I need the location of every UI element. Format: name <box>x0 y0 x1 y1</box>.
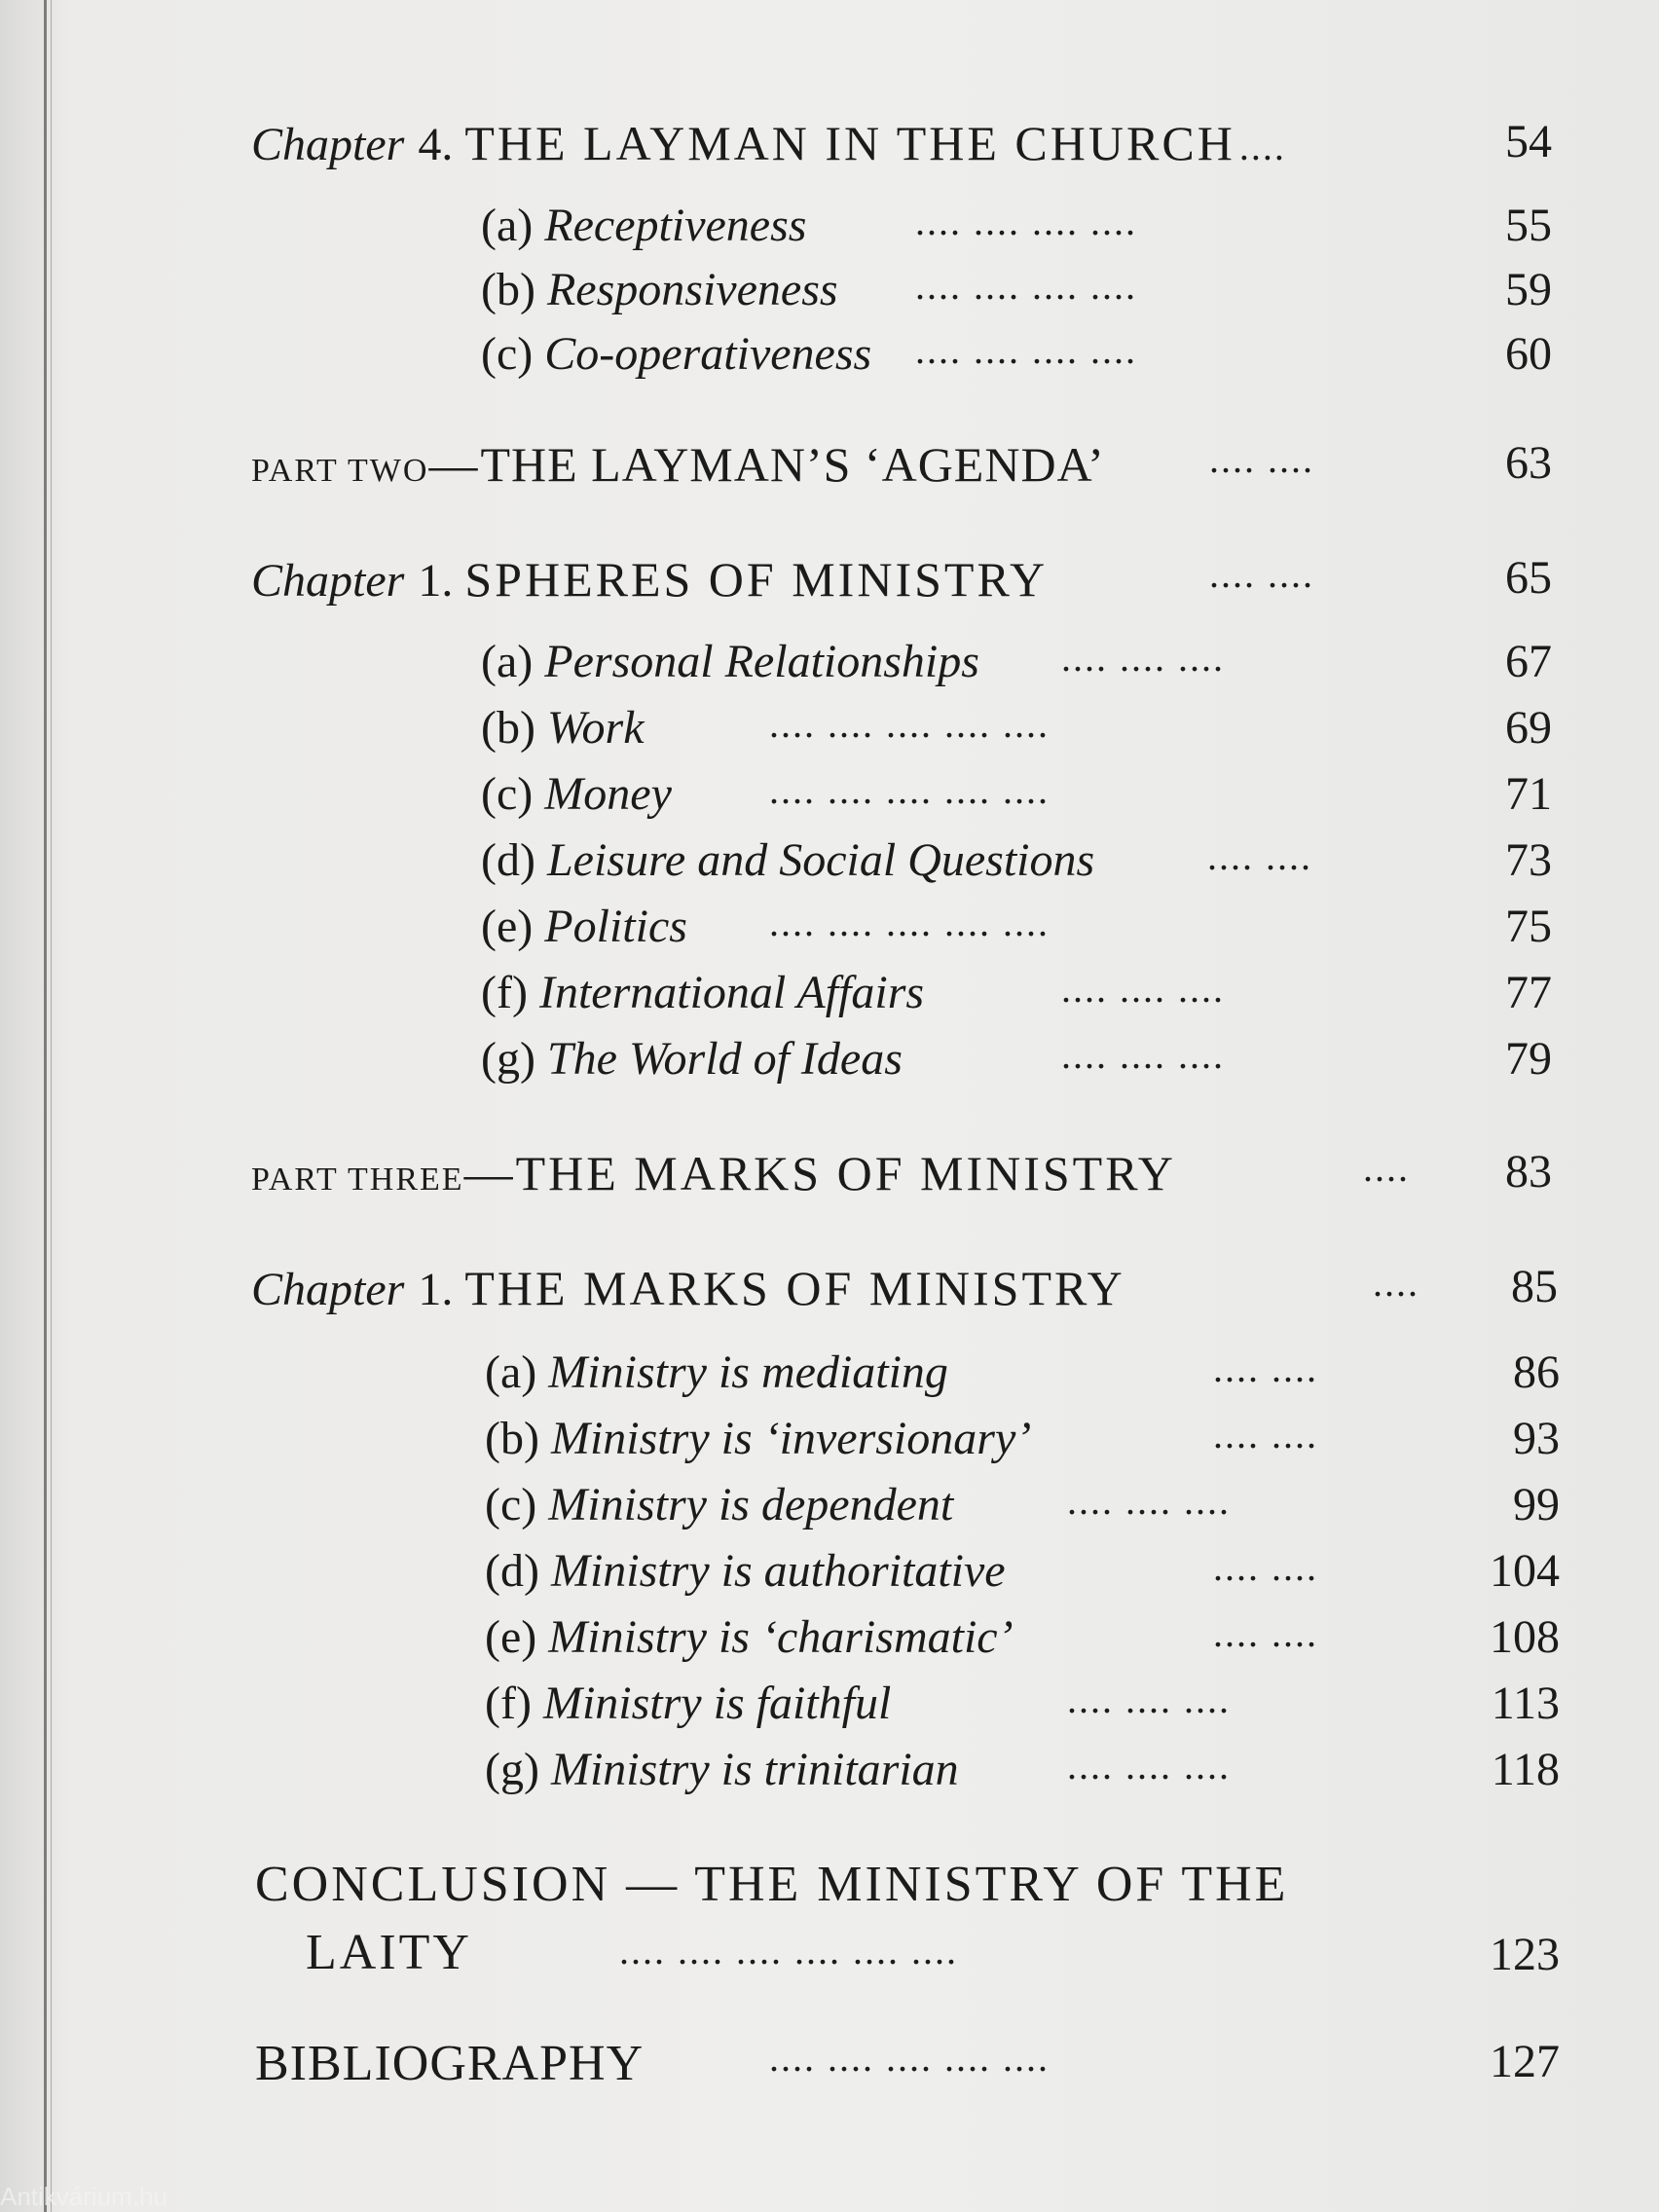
conclusion-title-line1: CONCLUSION — THE MINISTRY OF THE <box>255 1857 1289 1912</box>
leader-dots: .... .... <box>1213 1611 1318 1655</box>
toc-subentry <box>481 701 1552 763</box>
leader-dots: .... .... <box>1213 1413 1318 1456</box>
leader-dots: .... .... <box>1213 1545 1318 1589</box>
page-number: 79 <box>1505 1033 1552 1085</box>
page-number: 71 <box>1505 768 1552 820</box>
chapter-number: 1. <box>418 1264 454 1315</box>
page-number: 85 <box>1511 1261 1558 1312</box>
chapter-title: THE MARKS OF MINISTRY <box>464 1261 1125 1315</box>
subentry-title: Responsiveness <box>546 264 838 315</box>
toc-subentry <box>481 966 1552 1028</box>
leader-dots: .... .... .... <box>1061 967 1225 1011</box>
subentry-letter: (a) <box>481 636 534 687</box>
toc-subentry <box>481 900 1552 962</box>
leader-dots: .... <box>1238 125 1286 168</box>
toc-chapter-1-spheres <box>251 551 1552 613</box>
toc-subentry <box>481 833 1552 896</box>
page-number: 69 <box>1505 702 1552 754</box>
page-number: 83 <box>1505 1146 1552 1198</box>
toc-subentry <box>485 1544 1560 1606</box>
chapter-label: Chapter <box>251 119 405 170</box>
subentry-title: Money <box>544 768 672 820</box>
subentry-title: Ministry is ‘charismatic’ <box>548 1611 1014 1663</box>
subentry-letter: (a) <box>481 200 534 251</box>
subentry-letter: (c) <box>485 1479 537 1530</box>
subentry-title: Politics <box>544 901 687 952</box>
toc-chapter-4 <box>251 115 1552 177</box>
page-number: 108 <box>1490 1611 1560 1663</box>
subentry-letter: (g) <box>485 1744 539 1795</box>
toc-subentry <box>485 1412 1560 1474</box>
subentry-letter: (c) <box>481 328 534 380</box>
page-number: 104 <box>1490 1545 1560 1597</box>
leader-dots: .... .... <box>1213 1346 1318 1390</box>
leader-dots: .... <box>1373 1261 1419 1305</box>
subentry-title: Ministry is mediating <box>548 1346 948 1398</box>
leader-dots: .... .... <box>1209 437 1314 481</box>
page-number: 113 <box>1491 1677 1560 1729</box>
page-number: 65 <box>1505 552 1552 604</box>
page-number: 75 <box>1505 901 1552 952</box>
page-gutter <box>44 0 47 2212</box>
page-number: 99 <box>1513 1479 1560 1530</box>
leader-dots: .... .... .... .... .... <box>769 901 1050 944</box>
toc-conclusion <box>255 1856 1560 1992</box>
page-number: 67 <box>1505 636 1552 687</box>
leader-dots: .... .... <box>1207 834 1312 878</box>
page-number: 54 <box>1505 116 1552 167</box>
page-number: 123 <box>1490 1929 1560 1980</box>
page-number: 93 <box>1513 1413 1560 1464</box>
page-number: 59 <box>1505 264 1552 315</box>
page-number: 77 <box>1505 967 1552 1018</box>
page-number: 118 <box>1491 1744 1560 1795</box>
leader-dots: .... .... .... .... .... <box>769 768 1050 812</box>
leader-dots: .... .... .... <box>1067 1677 1231 1721</box>
leader-dots: .... .... .... .... <box>915 264 1137 308</box>
part-dash: — <box>463 1146 516 1200</box>
leader-dots: .... .... <box>1209 552 1314 596</box>
subentry-title: Leisure and Social Questions <box>546 834 1095 886</box>
subentry-letter: (c) <box>481 768 534 820</box>
part-label: PART TWO <box>251 453 429 489</box>
chapter-label: Chapter <box>251 555 405 607</box>
toc-subentry <box>481 635 1552 697</box>
toc-subentry <box>481 199 1552 261</box>
subentry-letter: (d) <box>485 1545 539 1597</box>
subentry-title: Ministry is authoritative <box>550 1545 1006 1597</box>
subentry-title: The World of Ideas <box>546 1033 903 1085</box>
leader-dots: .... .... .... <box>1067 1479 1231 1523</box>
toc-chapter-1-marks <box>251 1260 1558 1322</box>
toc-bibliography <box>255 2035 1560 2097</box>
subentry-title: Ministry is faithful <box>542 1677 892 1729</box>
chapter-title: THE LAYMAN IN THE CHURCH <box>464 116 1235 170</box>
subentry-letter: (d) <box>481 834 535 886</box>
conclusion-title-line2: LAITY <box>306 1925 472 1980</box>
page-number: 55 <box>1505 200 1552 251</box>
chapter-title: SPHERES OF MINISTRY <box>464 552 1049 607</box>
chapter-number: 1. <box>418 555 454 607</box>
subentry-title: Work <box>546 702 645 754</box>
toc-part-two <box>251 436 1552 498</box>
toc-subentry <box>481 327 1552 389</box>
part-title: THE LAYMAN’S ‘AGENDA’ <box>480 437 1105 492</box>
subentry-title: Ministry is ‘inversionary’ <box>550 1413 1032 1464</box>
subentry-letter: (g) <box>481 1033 535 1085</box>
leader-dots: .... .... .... .... <box>915 200 1137 243</box>
leader-dots: .... .... .... <box>1061 636 1225 680</box>
subentry-letter: (b) <box>481 264 535 315</box>
leader-dots: .... .... .... <box>1067 1744 1231 1788</box>
part-label: PART THREE <box>251 1161 464 1198</box>
leader-dots: .... .... .... .... .... <box>769 2036 1050 2080</box>
page-number: 63 <box>1505 437 1552 489</box>
subentry-title: Ministry is trinitarian <box>550 1744 959 1795</box>
toc-subentry <box>485 1743 1560 1805</box>
subentry-letter: (b) <box>481 702 535 754</box>
subentry-title: Ministry is dependent <box>548 1479 954 1530</box>
page-number: 60 <box>1505 328 1552 380</box>
part-title: THE MARKS OF MINISTRY <box>515 1146 1176 1200</box>
leader-dots: .... .... .... <box>1061 1033 1225 1077</box>
part-dash: — <box>428 437 481 492</box>
toc-subentry <box>485 1677 1560 1739</box>
watermark: Antikvárium.hu <box>0 2182 167 2211</box>
toc-subentry <box>485 1346 1560 1408</box>
page-number: 86 <box>1513 1346 1560 1398</box>
subentry-letter: (b) <box>485 1413 539 1464</box>
subentry-title: Receptiveness <box>544 200 807 251</box>
leader-dots: .... .... .... .... .... <box>769 702 1050 746</box>
subentry-title: Personal Relationships <box>544 636 979 687</box>
page-gutter-shadow <box>51 0 52 2212</box>
toc-subentry <box>485 1478 1560 1540</box>
toc-subentry <box>481 767 1552 830</box>
chapter-number: 4. <box>418 119 454 170</box>
leader-dots: .... .... .... .... .... .... <box>619 1929 958 1972</box>
toc-subentry <box>481 263 1552 325</box>
subentry-letter: (f) <box>485 1677 532 1729</box>
subentry-letter: (e) <box>485 1611 537 1663</box>
subentry-title: Co-operativeness <box>544 328 872 380</box>
toc-part-three <box>251 1145 1552 1207</box>
toc-subentry <box>485 1610 1560 1673</box>
toc-subentry <box>481 1032 1552 1094</box>
leader-dots: .... <box>1363 1146 1410 1190</box>
chapter-label: Chapter <box>251 1264 405 1315</box>
page-number: 127 <box>1490 2036 1560 2087</box>
bibliography-title: BIBLIOGRAPHY <box>255 2036 645 2091</box>
subentry-letter: (e) <box>481 901 534 952</box>
subentry-letter: (f) <box>481 967 528 1018</box>
page-number: 73 <box>1505 834 1552 886</box>
subentry-title: International Affairs <box>538 967 925 1018</box>
leader-dots: .... .... .... .... <box>915 328 1137 372</box>
subentry-letter: (a) <box>485 1346 537 1398</box>
